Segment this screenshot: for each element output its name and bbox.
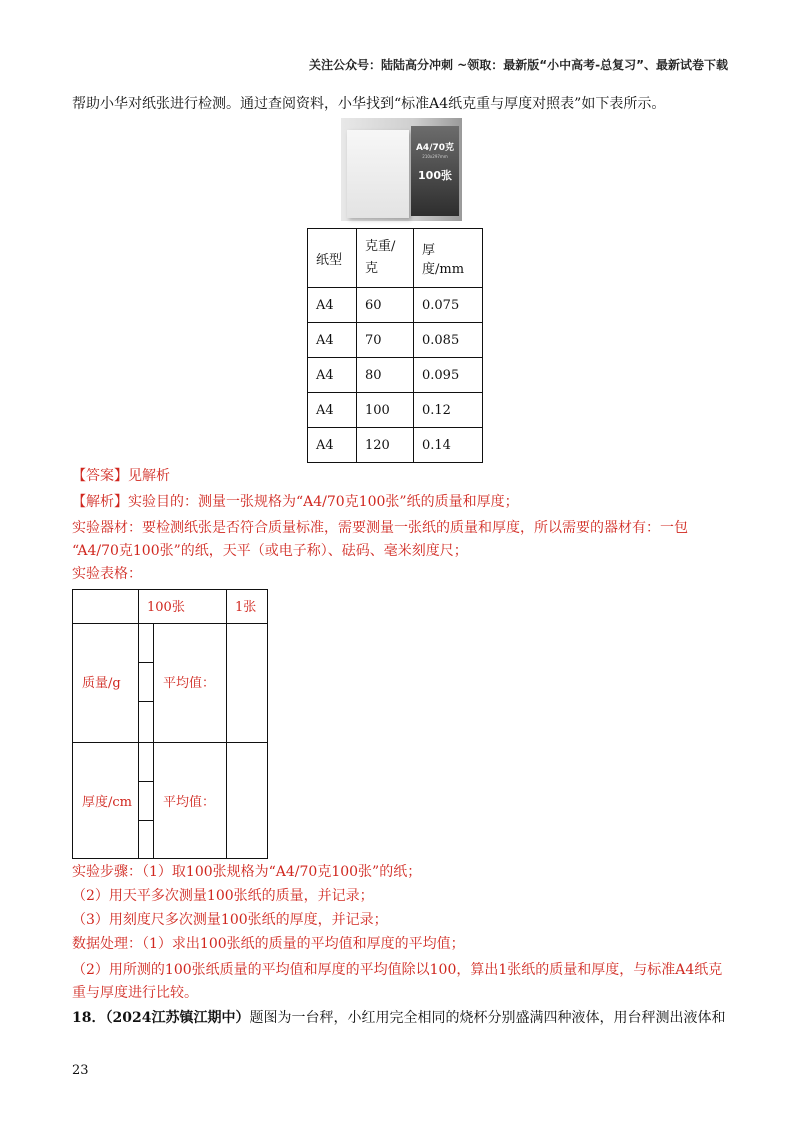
step-2: （2）用天平多次测量100张纸的质量，并记录；	[72, 888, 374, 904]
table-row	[308, 358, 483, 393]
package-label	[411, 126, 459, 216]
header-paper-type: 纸型	[308, 229, 357, 288]
cell-thickness: 0.12	[414, 393, 483, 428]
question-text: 题图为一台秤，小红用完全相同的烧杯分别盛满四种液体，用台秤测出液体和	[249, 1010, 726, 1026]
analysis-purpose: 【解析】实验目的：测量一张规格为“A4/70克100张”纸的质量和厚度；	[72, 494, 519, 510]
cell-thickness: 0.14	[414, 428, 483, 463]
cell-weight: 120	[357, 428, 414, 463]
paper-package-image	[341, 118, 462, 221]
row-header-mass: 质量/g	[82, 676, 121, 691]
table-row	[308, 428, 483, 463]
table-header-row	[308, 229, 483, 288]
cell-thickness: 0.085	[414, 323, 483, 358]
table-row	[308, 288, 483, 323]
grid-line	[73, 623, 267, 624]
grid-line	[226, 590, 227, 858]
package-front	[347, 130, 409, 218]
data-processing-2b: 重与厚度进行比较。	[72, 985, 198, 1001]
header-thickness: 厚度/mm	[414, 229, 483, 288]
intro-text: 帮助小华对纸张进行检测。通过查阅资料，小华找到“标准A4纸克重与厚度对照表”如下表所示。	[72, 96, 666, 112]
next-question	[72, 1008, 725, 1028]
header-gram-weight: 克重/克	[357, 229, 414, 288]
grid-line	[138, 701, 153, 702]
grid-line	[138, 662, 153, 663]
package-label-line1: A4/70克	[415, 143, 455, 153]
table-row	[308, 393, 483, 428]
question-number: 18．	[72, 1010, 106, 1026]
col-header-1-sheet: 1张	[235, 600, 257, 615]
step-1: 实验步骤：（1）取100张规格为“A4/70克100张”的纸；	[72, 864, 422, 880]
cell-type: A4	[308, 428, 357, 463]
cell-weight: 60	[357, 288, 414, 323]
cell-weight: 70	[357, 323, 414, 358]
thickness-average-label: 平均值：	[163, 795, 216, 810]
grid-line	[138, 820, 153, 821]
answer-text: 【答案】见解析	[72, 468, 170, 484]
step-3: （3）用刻度尺多次测量100张纸的厚度，并记录；	[72, 912, 388, 928]
page-number: 23	[72, 1063, 89, 1078]
grid-line	[73, 742, 267, 743]
cell-type: A4	[308, 358, 357, 393]
grid-line	[138, 781, 153, 782]
cell-type: A4	[308, 323, 357, 358]
mass-average-label: 平均值：	[163, 676, 216, 691]
grid-line	[153, 623, 154, 858]
col-header-100-sheets: 100张	[147, 600, 185, 615]
cell-type: A4	[308, 393, 357, 428]
data-processing-2a: （2）用所测的100张纸质量的平均值和厚度的平均值除以100，算出1张纸的质量和厚度，与标准A4纸克	[72, 962, 723, 978]
cell-type: A4	[308, 288, 357, 323]
reference-table	[307, 228, 483, 463]
table-row	[308, 323, 483, 358]
grid-line	[138, 590, 139, 858]
row-header-thickness: 厚度/cm	[82, 795, 132, 810]
package-label-line3: 100张	[418, 169, 452, 182]
experiment-table	[72, 589, 268, 859]
question-source: （2024江苏镇江期中）	[105, 1010, 250, 1026]
data-processing-1: 数据处理：（1）求出100张纸的质量的平均值和厚度的平均值；	[72, 936, 465, 952]
page-header: 关注公众号：陆陆高分冲刺 ~领取：最新版“小中高考-总复习”、最新试卷下载	[309, 58, 728, 72]
analysis-equipment-2: “A4/70克100张”的纸，天平（或电子称）、砝码、毫米刻度尺；	[72, 543, 468, 559]
analysis-equipment-1: 实验器材：要检测纸张是否符合质量标准，需要测量一张纸的质量和厚度，所以需要的器材有：一包	[72, 520, 688, 536]
cell-thickness: 0.095	[414, 358, 483, 393]
cell-weight: 100	[357, 393, 414, 428]
cell-weight: 80	[357, 358, 414, 393]
experiment-table-title: 实验表格：	[72, 566, 142, 582]
package-label-line2: 210x297mm	[422, 154, 448, 159]
cell-thickness: 0.075	[414, 288, 483, 323]
